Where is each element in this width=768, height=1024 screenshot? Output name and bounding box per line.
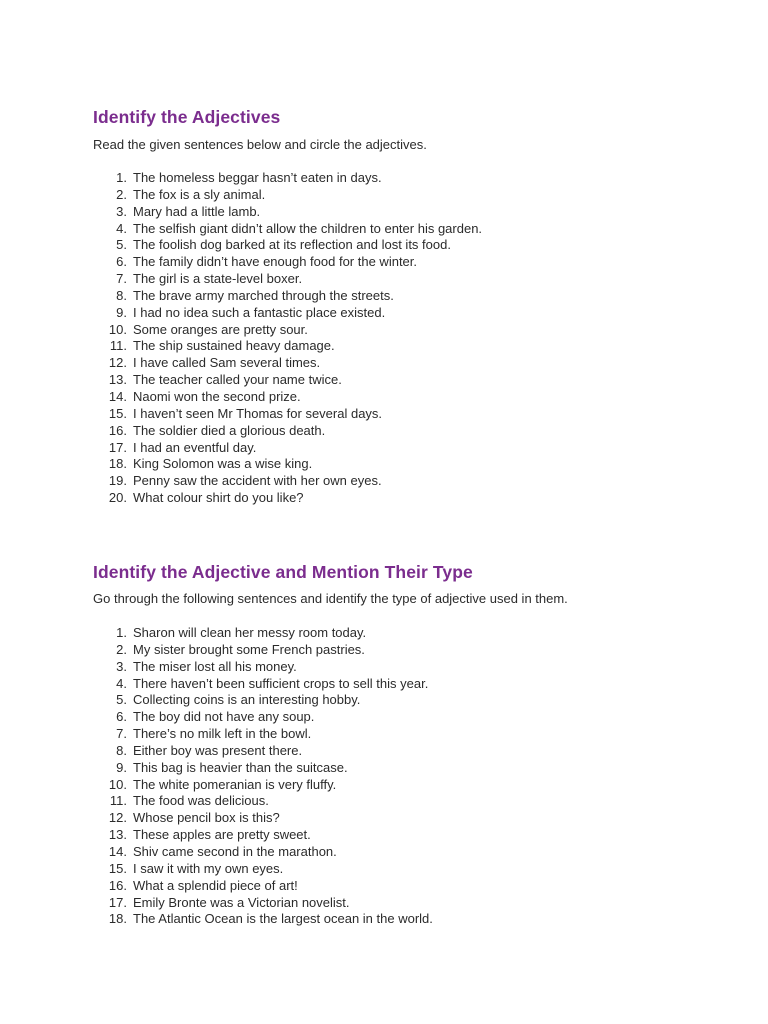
item-number: 16. [108, 422, 127, 438]
item-number: 8. [116, 742, 127, 758]
item-sentence: There’s no milk left in the bowl. [133, 726, 312, 742]
item-number: 14. [108, 843, 127, 859]
item-sentence: Either boy was present there. [133, 742, 303, 758]
item-number: 9. [116, 759, 127, 775]
item-number: 17. [108, 894, 127, 910]
section-title: Identify the Adjective and Mention Their Type [93, 562, 473, 582]
item-number: 7. [116, 726, 127, 742]
item-number: 17. [108, 439, 127, 455]
item-sentence: Naomi won the second prize. [133, 388, 301, 404]
list-item [93, 676, 713, 693]
item-number: 2. [116, 641, 127, 657]
item-number: 4. [116, 675, 127, 691]
item-sentence: Sharon will clean her messy room today. [133, 625, 367, 640]
item-number: 6. [116, 709, 127, 725]
list-item [93, 793, 713, 810]
section-instruction: Go through the following sentences and identify the type of adjective used in them. [93, 591, 568, 606]
list-item [93, 709, 713, 726]
list-item [93, 406, 713, 423]
list-item [93, 322, 713, 339]
item-number: 12. [108, 355, 127, 371]
list-item [93, 305, 713, 322]
item-sentence: I haven’t seen Mr Thomas for several days. [133, 405, 383, 421]
item-sentence: The teacher called your name twice. [133, 372, 342, 388]
list-item [93, 271, 713, 288]
item-sentence: I saw it with my own eyes. [133, 860, 284, 876]
item-sentence: The boy did not have any soup. [133, 709, 315, 725]
item-sentence: The ship sustained heavy damage. [133, 338, 335, 354]
item-sentence: The Atlantic Ocean is the largest ocean in the world. [133, 911, 433, 927]
item-number: 19. [108, 473, 127, 489]
item-sentence: The foolish dog barked at its reflection and lost its food. [133, 237, 451, 253]
list-item [93, 338, 713, 355]
list-item [93, 237, 713, 254]
item-number: 18. [108, 456, 127, 472]
list-item [93, 827, 713, 844]
item-number: 20. [108, 490, 127, 506]
item-sentence: The soldier died a glorious death. [133, 422, 326, 438]
item-sentence: There haven’t been sufficient crops to sell this year. [133, 675, 429, 691]
list-item [93, 490, 713, 507]
item-number: 11. [109, 338, 127, 354]
question-list [93, 625, 713, 928]
item-number: 1. [116, 170, 127, 185]
item-sentence: What a splendid piece of art! [133, 877, 298, 893]
item-number: 3. [116, 203, 127, 219]
list-item [93, 254, 713, 271]
item-sentence: Emily Bronte was a Victorian novelist. [133, 894, 350, 910]
list-item [93, 726, 713, 743]
list-item [93, 895, 713, 912]
item-number: 9. [116, 304, 127, 320]
item-sentence: The family didn’t have enough food for the winter. [133, 254, 418, 270]
item-sentence: My sister brought some French pastries. [133, 641, 365, 657]
list-item [93, 659, 713, 676]
list-item [93, 355, 713, 372]
item-number: 16. [108, 877, 127, 893]
list-item [93, 170, 713, 187]
item-number: 18. [108, 911, 127, 927]
section-adjective-types [93, 561, 713, 928]
item-sentence: The fox is a sly animal. [133, 186, 266, 202]
list-item [93, 456, 713, 473]
item-number: 10. [108, 321, 127, 337]
item-sentence: I had no idea such a fantastic place existed. [133, 304, 386, 320]
section-identify-adjectives [93, 106, 713, 507]
list-item [93, 372, 713, 389]
item-number: 5. [116, 237, 127, 253]
item-sentence: The homeless beggar hasn’t eaten in days. [133, 170, 382, 185]
section-title: Identify the Adjectives [93, 107, 281, 127]
item-sentence: This bag is heavier than the suitcase. [133, 759, 348, 775]
list-item [93, 810, 713, 827]
list-item [93, 389, 713, 406]
item-sentence: The selfish giant didn’t allow the children to enter his garden. [133, 220, 483, 236]
item-sentence: Whose pencil box is this? [133, 810, 280, 826]
item-number: 15. [108, 405, 127, 421]
list-item [93, 440, 713, 457]
item-number: 1. [116, 625, 127, 640]
list-item [93, 777, 713, 794]
item-sentence: Collecting coins is an interesting hobby. [133, 692, 361, 708]
item-sentence: Some oranges are pretty sour. [133, 321, 308, 337]
item-sentence: The miser lost all his money. [133, 658, 297, 674]
question-list [93, 170, 713, 507]
item-number: 2. [116, 186, 127, 202]
list-item [93, 204, 713, 221]
list-item [93, 861, 713, 878]
item-number: 7. [116, 271, 127, 287]
item-number: 15. [108, 860, 127, 876]
list-item [93, 625, 713, 642]
item-number: 13. [108, 372, 127, 388]
list-item [93, 878, 713, 895]
item-number: 14. [108, 388, 127, 404]
list-item [93, 288, 713, 305]
list-item [93, 844, 713, 861]
item-sentence: What colour shirt do you like? [133, 490, 304, 506]
list-item [93, 473, 713, 490]
item-number: 10. [108, 776, 127, 792]
list-item [93, 911, 713, 928]
item-sentence: The brave army marched through the streets. [133, 287, 394, 303]
item-sentence: The girl is a state-level boxer. [133, 271, 303, 287]
list-item [93, 187, 713, 204]
section-instruction: Read the given sentences below and circle the adjectives. [93, 137, 427, 152]
list-item [93, 760, 713, 777]
item-sentence: The food was delicious. [133, 793, 269, 809]
list-item [93, 692, 713, 709]
item-sentence: These apples are pretty sweet. [133, 827, 311, 843]
item-number: 3. [116, 658, 127, 674]
list-item [93, 221, 713, 238]
list-item [93, 423, 713, 440]
item-sentence: Penny saw the accident with her own eyes. [133, 473, 382, 489]
item-sentence: Shiv came second in the marathon. [133, 843, 337, 859]
item-number: 5. [116, 692, 127, 708]
item-sentence: I had an eventful day. [133, 439, 257, 455]
item-number: 11. [109, 793, 127, 809]
item-number: 12. [108, 810, 127, 826]
item-number: 13. [108, 827, 127, 843]
item-sentence: I have called Sam several times. [133, 355, 321, 371]
item-number: 6. [116, 254, 127, 270]
item-sentence: King Solomon was a wise king. [133, 456, 313, 472]
item-sentence: The white pomeranian is very fluffy. [133, 776, 337, 792]
item-number: 4. [116, 220, 127, 236]
list-item [93, 743, 713, 760]
item-number: 8. [116, 287, 127, 303]
list-item [93, 642, 713, 659]
item-sentence: Mary had a little lamb. [133, 203, 261, 219]
